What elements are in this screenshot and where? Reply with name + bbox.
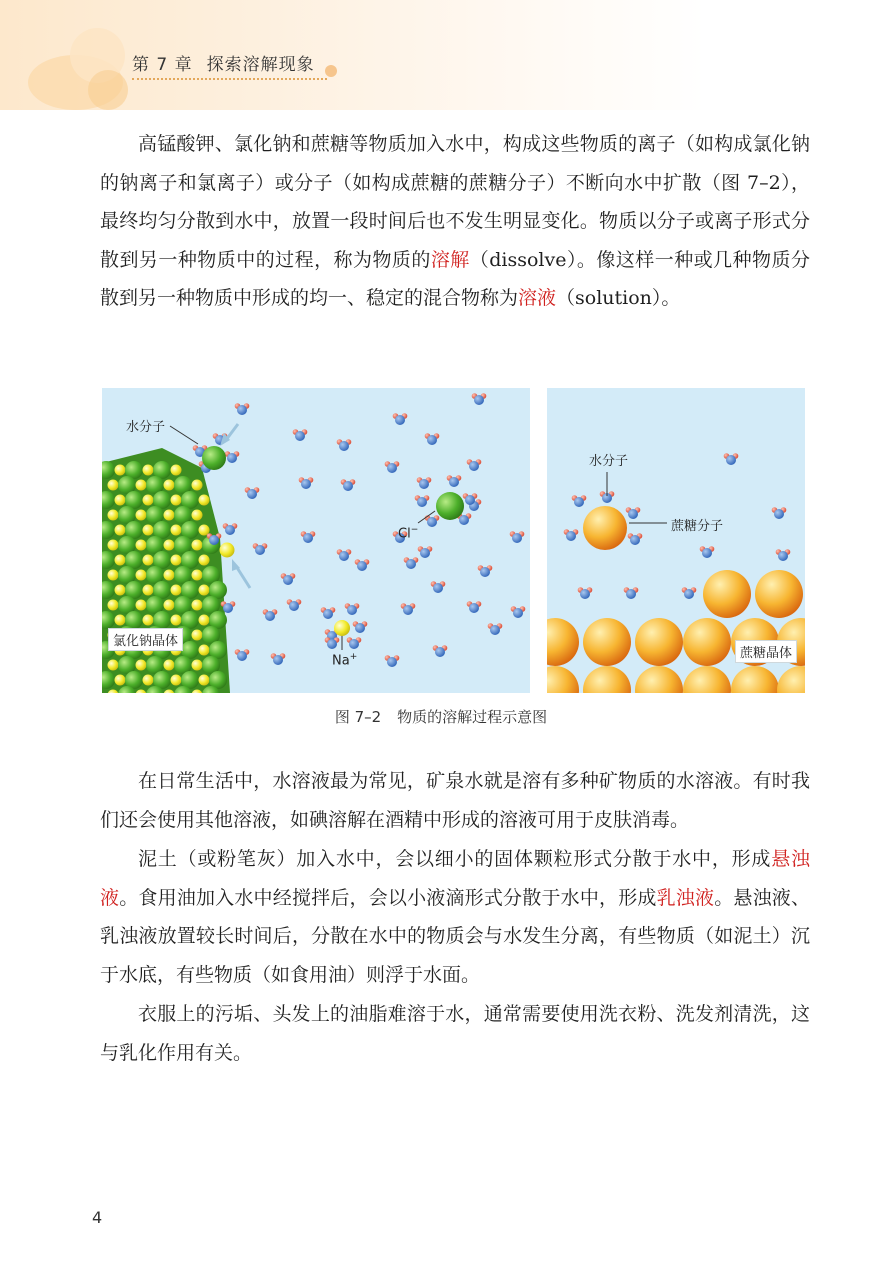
water-molecule-label: 水分子: [126, 420, 166, 435]
term-solution: 溶液: [518, 287, 557, 309]
arrow-icon: [236, 566, 250, 588]
figure-caption: 图 7–2 物质的溶解过程示意图: [334, 708, 548, 726]
nacl-crystal: [102, 448, 230, 693]
sucrose-crystal: [547, 570, 805, 693]
header-dot: [325, 65, 337, 77]
term-emulsion: 乳浊液: [656, 886, 715, 909]
header-decoration: [88, 70, 128, 110]
chapter-title: 探索溶解现象: [206, 55, 315, 75]
figure-sucrose-dissolution: [547, 388, 805, 693]
hydrated-sodium-ion: [321, 603, 368, 649]
chapter-heading: [132, 50, 315, 75]
chapter-label: 第 7 章: [132, 55, 193, 75]
term-dissolve: 溶解: [430, 248, 470, 271]
paragraph-suspensions-emulsions: 泥土（或粉笔灰）加入水中，会以细小的固体颗粒形式分散于水中，形成悬浊液。食用油加入水中经搅拌后，会以小液滴形式分散于水中，形成乳浊液。悬浊液、乳浊液放置较长时间后，分散在水中的物质会与水发生分离，有些物质（如泥土）沉于水底，有些物质（如食用油）则浮于水面。: [100, 848, 810, 986]
detaching-chloride-ion: [202, 446, 226, 470]
sodium-label: Na+: [332, 652, 358, 669]
water-leader-line: [170, 426, 198, 444]
hydrated-sucrose-molecule: [564, 491, 643, 550]
paragraph-aqueous-solutions: 在日常生活中，水溶液最为常见，矿泉水就是溶有多种矿物质的水溶液。有时我们还会使用其他溶液，如碘溶解在酒精中形成的溶液可用于皮肤消毒。: [100, 770, 810, 831]
sucrose-crystal-label: 蔗糖晶体: [735, 640, 797, 663]
paragraph-dissolution: 高锰酸钾、氯化钠和蔗糖等物质加入水中，构成这些物质的离子（如构成氯化钠的钠离子和氯离子）或分子（如构成蔗糖的蔗糖分子）不断向水中扩散（图 7–2），最终均匀分散到水中，放置一段时间后也不发生明显变化。物质以分子或离子形式分散到另一种物质中的过程，称为物质的溶解（dissolve）。像这样一种或几种物质分散到另一种物质中形成的均一、稳定的混合物称为溶液（solution）。: [100, 133, 810, 309]
nacl-crystal-label: 氯化钠晶体: [108, 628, 183, 651]
sucrose-molecule-label: 蔗糖分子: [671, 519, 724, 534]
page-number: 4: [92, 1208, 103, 1227]
chloride-label: Cl−: [398, 525, 419, 542]
figure-nacl-dissolution: [102, 388, 530, 693]
term-suspension: 悬浊液: [100, 848, 810, 909]
detaching-sodium-ion: [220, 543, 235, 558]
water-molecule-label: 水分子: [589, 454, 629, 469]
header-rule: [132, 78, 327, 80]
paragraph-emulsification: 衣服上的污垢、头发上的油脂难溶于水，通常需要使用洗衣粉、洗发剂清洗，这与乳化作用有关。: [100, 1003, 810, 1064]
